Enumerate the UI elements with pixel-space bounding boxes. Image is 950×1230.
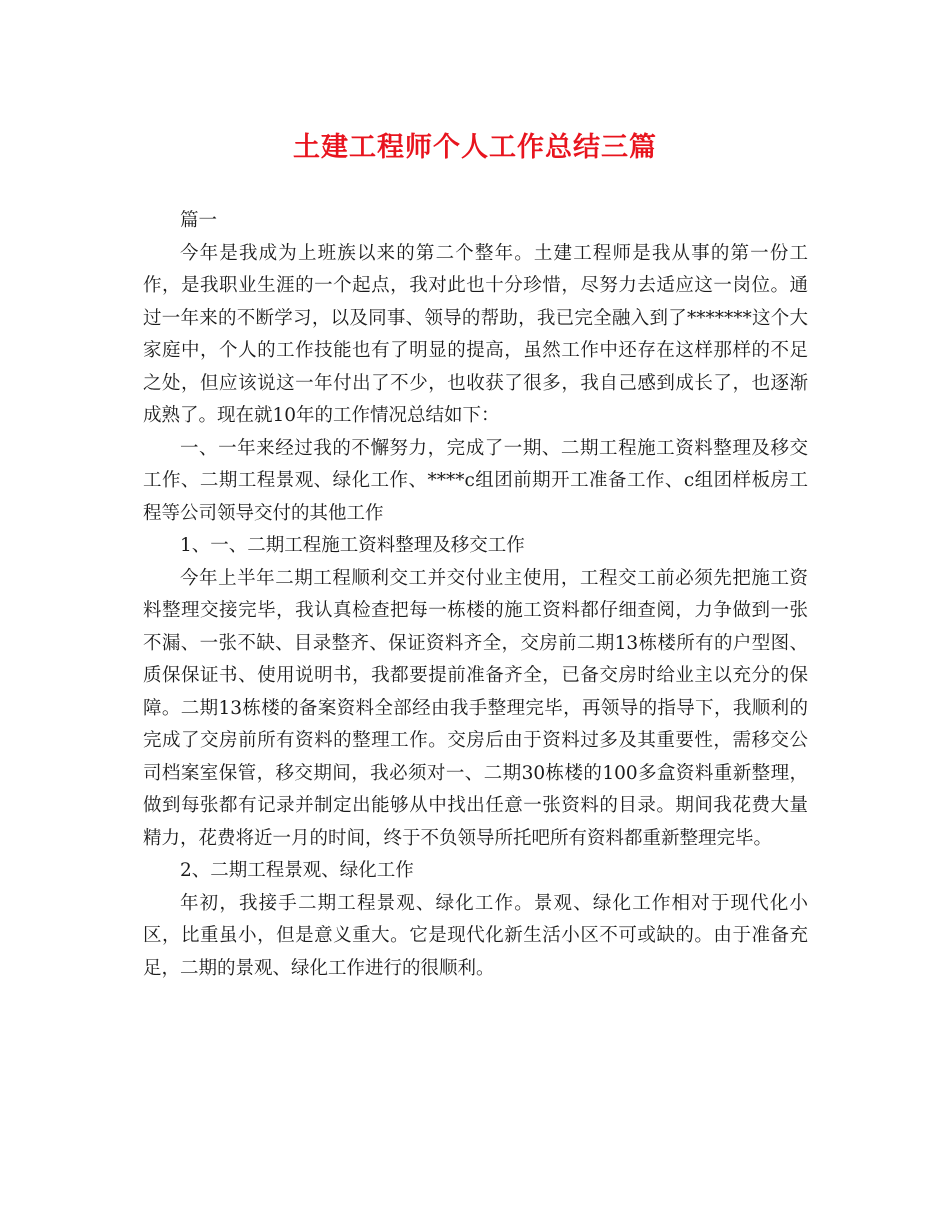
document-body (143, 205, 808, 985)
paragraph: 年初，我接手二期工程景观、绿化工作。景观、绿化工作相对于现代化小区，比重虽小，但是意义重大。它是现代化新生活小区不可或缺的。由于准备充足，二期的景观、绿化工作进行的很顺利。 (143, 892, 808, 979)
paragraph: 今年上半年二期工程顺利交工并交付业主使用，工程交工前必须先把施工资料整理交接完毕，我认真检查把每一栋楼的施工资料都仔细查阅，力争做到一张不漏、一张不缺、目录整齐、保证资料齐全，交房前二期13栋楼所有的户型图、质保保证书、使用说明书，我都要提前准备齐全，已备交房时给业主以充分的保障。二期13栋楼的备案资料全部经由我手整理完毕，再领导的指导下，我顺利的完成了交房前所有资料的整理工作。交房后由于资料过多及其重要性，需移交公司档案室保管，移交期间，我必须对一、二期30栋楼的100多盒资料重新整理，做到每张都有记录并制定出能够从中找出任意一张资料的目录。期间我花费大量精力，花费将近一月的时间，终于不负领导所托吧所有资料都重新整理完毕。 (143, 567, 808, 849)
document-title: 土建工程师个人工作总结三篇 (293, 132, 657, 163)
section-heading: 篇一 (180, 210, 218, 231)
subsection-heading: 2、二期工程景观、绿化工作 (180, 860, 414, 881)
paragraph: 今年是我成为上班族以来的第二个整年。土建工程师是我从事的第一份工作，是我职业生涯的一个起点，我对此也十分珍惜，尽努力去适应这一岗位。通过一年来的不断学习，以及同事、领导的帮助，我已完全融入到了*******这个大家庭中，个人的工作技能也有了明显的提高，虽然工作中还存在这样那样的不足之处，但应该说这一年付出了不少，也收获了很多，我自己感到成长了，也逐渐成熟了。现在就10年的工作情况总结如下： (143, 242, 808, 426)
paragraph: 一、一年来经过我的不懈努力，完成了一期、二期工程施工资料整理及移交工作、二期工程景观、绿化工作、****c组团前期开工准备工作、c组团样板房工程等公司领导交付的其他工作 (143, 437, 808, 524)
subsection-heading: 1、一、二期工程施工资料整理及移交工作 (180, 535, 525, 556)
